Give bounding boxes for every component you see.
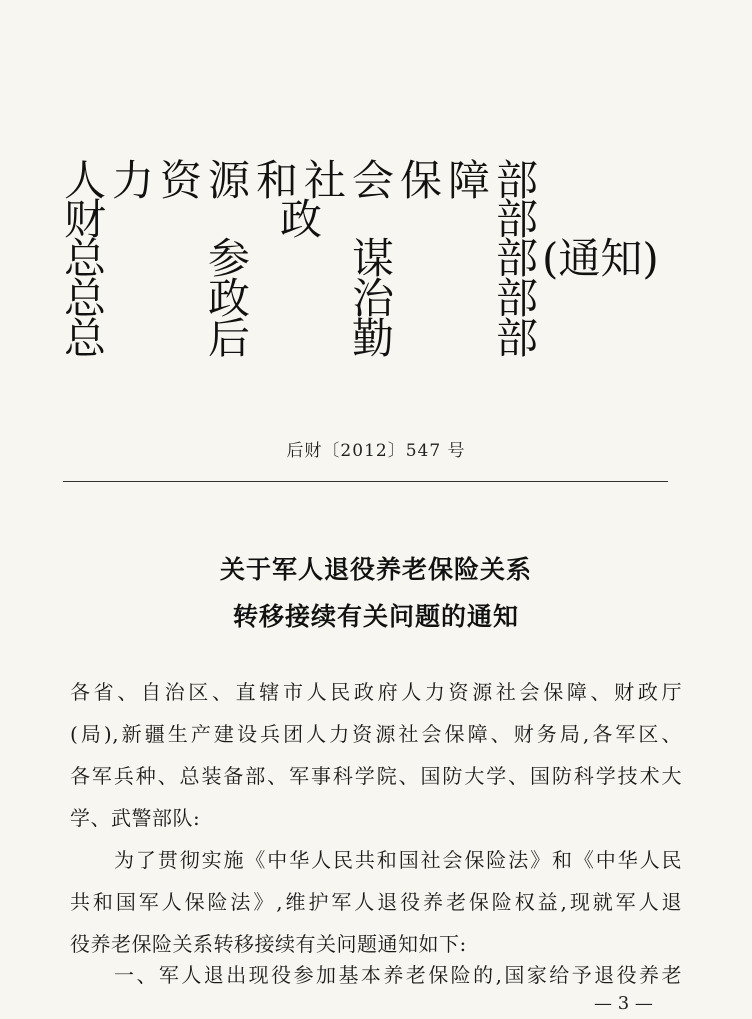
letterhead-char: 总: [64, 274, 107, 323]
letterhead-char: 治: [352, 274, 395, 323]
letterhead-char: 部: [496, 274, 539, 323]
letterhead-char: 部: [496, 195, 539, 244]
letterhead-char: 勤: [352, 314, 395, 363]
page-number: — 3 —: [594, 993, 653, 1014]
letterhead-char: 部: [496, 234, 539, 283]
letterhead-char: 障: [448, 156, 491, 205]
letterhead-char: 部: [496, 314, 539, 363]
letterhead-char: 政: [280, 195, 323, 244]
paragraph-line: 共和国军人保险法》,维护军人退役养老保险权益,现就军人退: [70, 890, 682, 914]
addressee-line: 各省、自治区、直辖市人民政府人力资源社会保障、财政厅: [70, 680, 682, 704]
header-divider: [63, 481, 668, 482]
letterhead-char: 人: [64, 156, 107, 205]
letterhead-char: 总: [64, 234, 107, 283]
addressee-line: 各军兵种、总装备部、军事科学院、国防大学、国防科学技术大: [70, 764, 682, 788]
letterhead-char: 社: [304, 156, 347, 205]
letterhead-char: 和: [256, 156, 299, 205]
letterhead-char: 资: [160, 156, 203, 205]
letterhead-char: 参: [208, 234, 251, 283]
letterhead-char: 部: [496, 156, 539, 205]
letterhead-char: 政: [208, 274, 251, 323]
letterhead-char: 会: [352, 156, 395, 205]
paragraph-line: 役养老保险关系转移接续有关问题通知如下:: [70, 932, 467, 956]
notice-suffix: (通知): [542, 234, 659, 283]
document-title-line-1: 关于军人退役养老保险关系: [219, 555, 532, 584]
addressee-line: 学、武警部队:: [70, 806, 201, 830]
paragraph-line: 一、军人退出现役参加基本养老保险的,国家给予退役养老: [114, 963, 682, 987]
paragraph-line: 为了贯彻实施《中华人民共和国社会保险法》和《中华人民: [114, 848, 682, 872]
document-title-line-2: 转移接续有关问题的通知: [232, 602, 519, 631]
document-number: 后财〔2012〕547 号: [286, 441, 466, 461]
letterhead-char: 谋: [352, 234, 395, 283]
letterhead-char: 保: [400, 156, 443, 205]
letterhead-char: 总: [64, 314, 107, 363]
addressee-line: (局),新疆生产建设兵团人力资源社会保障、财务局,各军区、: [70, 722, 682, 746]
letterhead-char: 后: [208, 314, 251, 363]
letterhead-char: 源: [208, 156, 251, 205]
letterhead-char: 财: [64, 195, 107, 244]
letterhead-row-general-logistics: [64, 316, 544, 362]
letterhead-char: 力: [112, 156, 155, 205]
